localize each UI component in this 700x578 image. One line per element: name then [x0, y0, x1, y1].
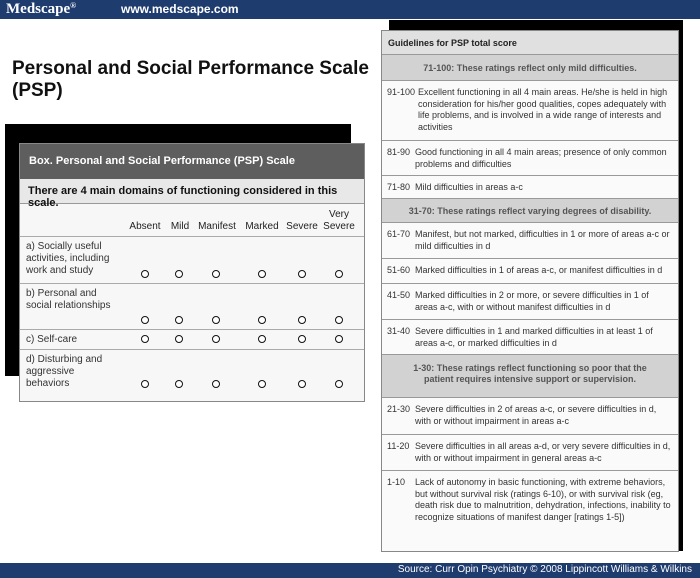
score-description: Good functioning in all 4 main areas; presence of only common problems and difficulties	[415, 147, 667, 169]
rating-radio[interactable]	[258, 316, 266, 324]
rating-radio[interactable]	[258, 270, 266, 278]
rating-radio[interactable]	[298, 316, 306, 324]
guidelines-title: Guidelines for PSP total score	[382, 31, 678, 55]
score-band: 1-30: These ratings reflect functioning so poor that the patient requires intensive support or supervision.	[382, 355, 678, 398]
score-range: 81-90	[387, 147, 411, 157]
rating-radio[interactable]	[141, 270, 149, 278]
guidelines-panel	[381, 30, 679, 552]
site-url-link[interactable]: www.medscape.com	[121, 2, 239, 16]
row-label: b) Personal and social relationships	[26, 288, 111, 311]
score-description: Marked difficulties in 2 or more, or severe difficulties in 1 of areas a-c, with or without manifest difficulties in d	[415, 290, 649, 312]
source-citation: Source: Curr Opin Psychiatry © 2008 Lippincott Williams & Wilkins	[397, 564, 692, 575]
guideline-row	[382, 223, 678, 259]
rating-radio[interactable]	[335, 335, 343, 343]
rating-radio[interactable]	[258, 335, 266, 343]
column-header: Severe	[286, 221, 318, 232]
guideline-row	[382, 398, 678, 435]
score-description: Mild difficulties in areas a-c	[415, 182, 523, 192]
column-header: Marked	[245, 221, 279, 232]
rating-radio[interactable]	[175, 335, 183, 343]
score-range: 51-60	[387, 265, 411, 275]
rating-radio[interactable]	[175, 316, 183, 324]
column-header: Mild	[170, 221, 190, 232]
header-bar	[0, 0, 700, 19]
rating-radio[interactable]	[141, 316, 149, 324]
footer-bar	[0, 563, 700, 578]
score-description: Severe difficulties in 1 and marked difficulties in at least 1 of areas a-c, or marked difficulties in d	[415, 326, 653, 348]
scale-box-intro: There are 4 main domains of functioning considered in this scale.	[20, 179, 364, 204]
score-band: 31-70: These ratings reflect varying degrees of disability.	[382, 199, 678, 223]
score-range: 31-40	[387, 326, 411, 336]
row-label: d) Disturbing and aggressive behaviors	[26, 354, 103, 389]
score-description: Severe difficulties in all areas a-d, or very severe difficulties in d, with or without impairment in general areas a-c	[415, 441, 671, 463]
guideline-row	[382, 320, 678, 355]
score-range: 21-30	[387, 404, 411, 414]
rating-radio[interactable]	[212, 335, 220, 343]
guideline-row	[382, 471, 678, 551]
scale-column-headers	[20, 204, 364, 237]
scale-row	[20, 284, 364, 330]
column-header: Absent	[129, 221, 161, 232]
rating-radio[interactable]	[298, 380, 306, 388]
rating-radio[interactable]	[141, 335, 149, 343]
score-description: Manifest, but not marked, difficulties in 1 or more of areas a-c or mild difficulties in d	[415, 229, 670, 251]
rating-radio[interactable]	[298, 270, 306, 278]
rating-radio[interactable]	[298, 335, 306, 343]
guideline-row	[382, 176, 678, 199]
guideline-row	[382, 141, 678, 176]
row-label: a) Socially useful activities, including work and study	[26, 241, 110, 276]
score-band: 71-100: These ratings reflect only mild difficulties.	[382, 55, 678, 81]
scale-row	[20, 330, 364, 350]
scale-box-heading: Box. Personal and Social Performance (PSP) Scale	[20, 144, 364, 179]
guideline-row	[382, 435, 678, 471]
rating-radio[interactable]	[141, 380, 149, 388]
scale-row	[20, 237, 364, 284]
score-range: 71-80	[387, 182, 411, 192]
slide-title: Personal and Social Performance Scale (PSP)	[12, 58, 369, 101]
rating-radio[interactable]	[175, 270, 183, 278]
psp-scale-box	[19, 143, 365, 402]
rating-radio[interactable]	[335, 380, 343, 388]
medscape-logo[interactable]: Medscape®	[6, 1, 77, 17]
rating-radio[interactable]	[212, 380, 220, 388]
guideline-row	[382, 81, 678, 141]
score-description: Excellent functioning in all 4 main areas. He/she is held in high consideration for his/her good qualities, copes adequately with life problems, and is involved in a wide range of interests and activities	[418, 87, 668, 132]
score-description: Lack of autonomy in basic functioning, with extreme behaviors, but without survival risk (ratings 6-10), or with survival risk (eg, death risk due to malnutrition, dehydration, infections, inability to recognize situations of manifest danger [ratings 1-5])	[415, 477, 671, 522]
rating-radio[interactable]	[258, 380, 266, 388]
score-description: Marked difficulties in 1 of areas a-c, or manifest difficulties in d	[415, 265, 663, 275]
guideline-row	[382, 259, 678, 284]
guideline-row	[382, 284, 678, 320]
row-label: c) Self-care	[26, 334, 78, 345]
score-range: 11-20	[387, 441, 410, 451]
score-range: 91-100	[387, 87, 416, 97]
scale-row	[20, 350, 364, 400]
rating-radio[interactable]	[335, 316, 343, 324]
column-header: Manifest	[198, 221, 236, 232]
rating-radio[interactable]	[175, 380, 183, 388]
score-range: 1-10	[387, 477, 406, 487]
column-header: Very Severe	[323, 209, 355, 232]
rating-radio[interactable]	[212, 270, 220, 278]
rating-radio[interactable]	[335, 270, 343, 278]
rating-radio[interactable]	[212, 316, 220, 324]
score-range: 61-70	[387, 229, 411, 239]
score-range: 41-50	[387, 290, 411, 300]
score-description: Severe difficulties in 2 of areas a-c, or severe difficulties in d, with or without impairment in areas a-c	[415, 404, 657, 426]
